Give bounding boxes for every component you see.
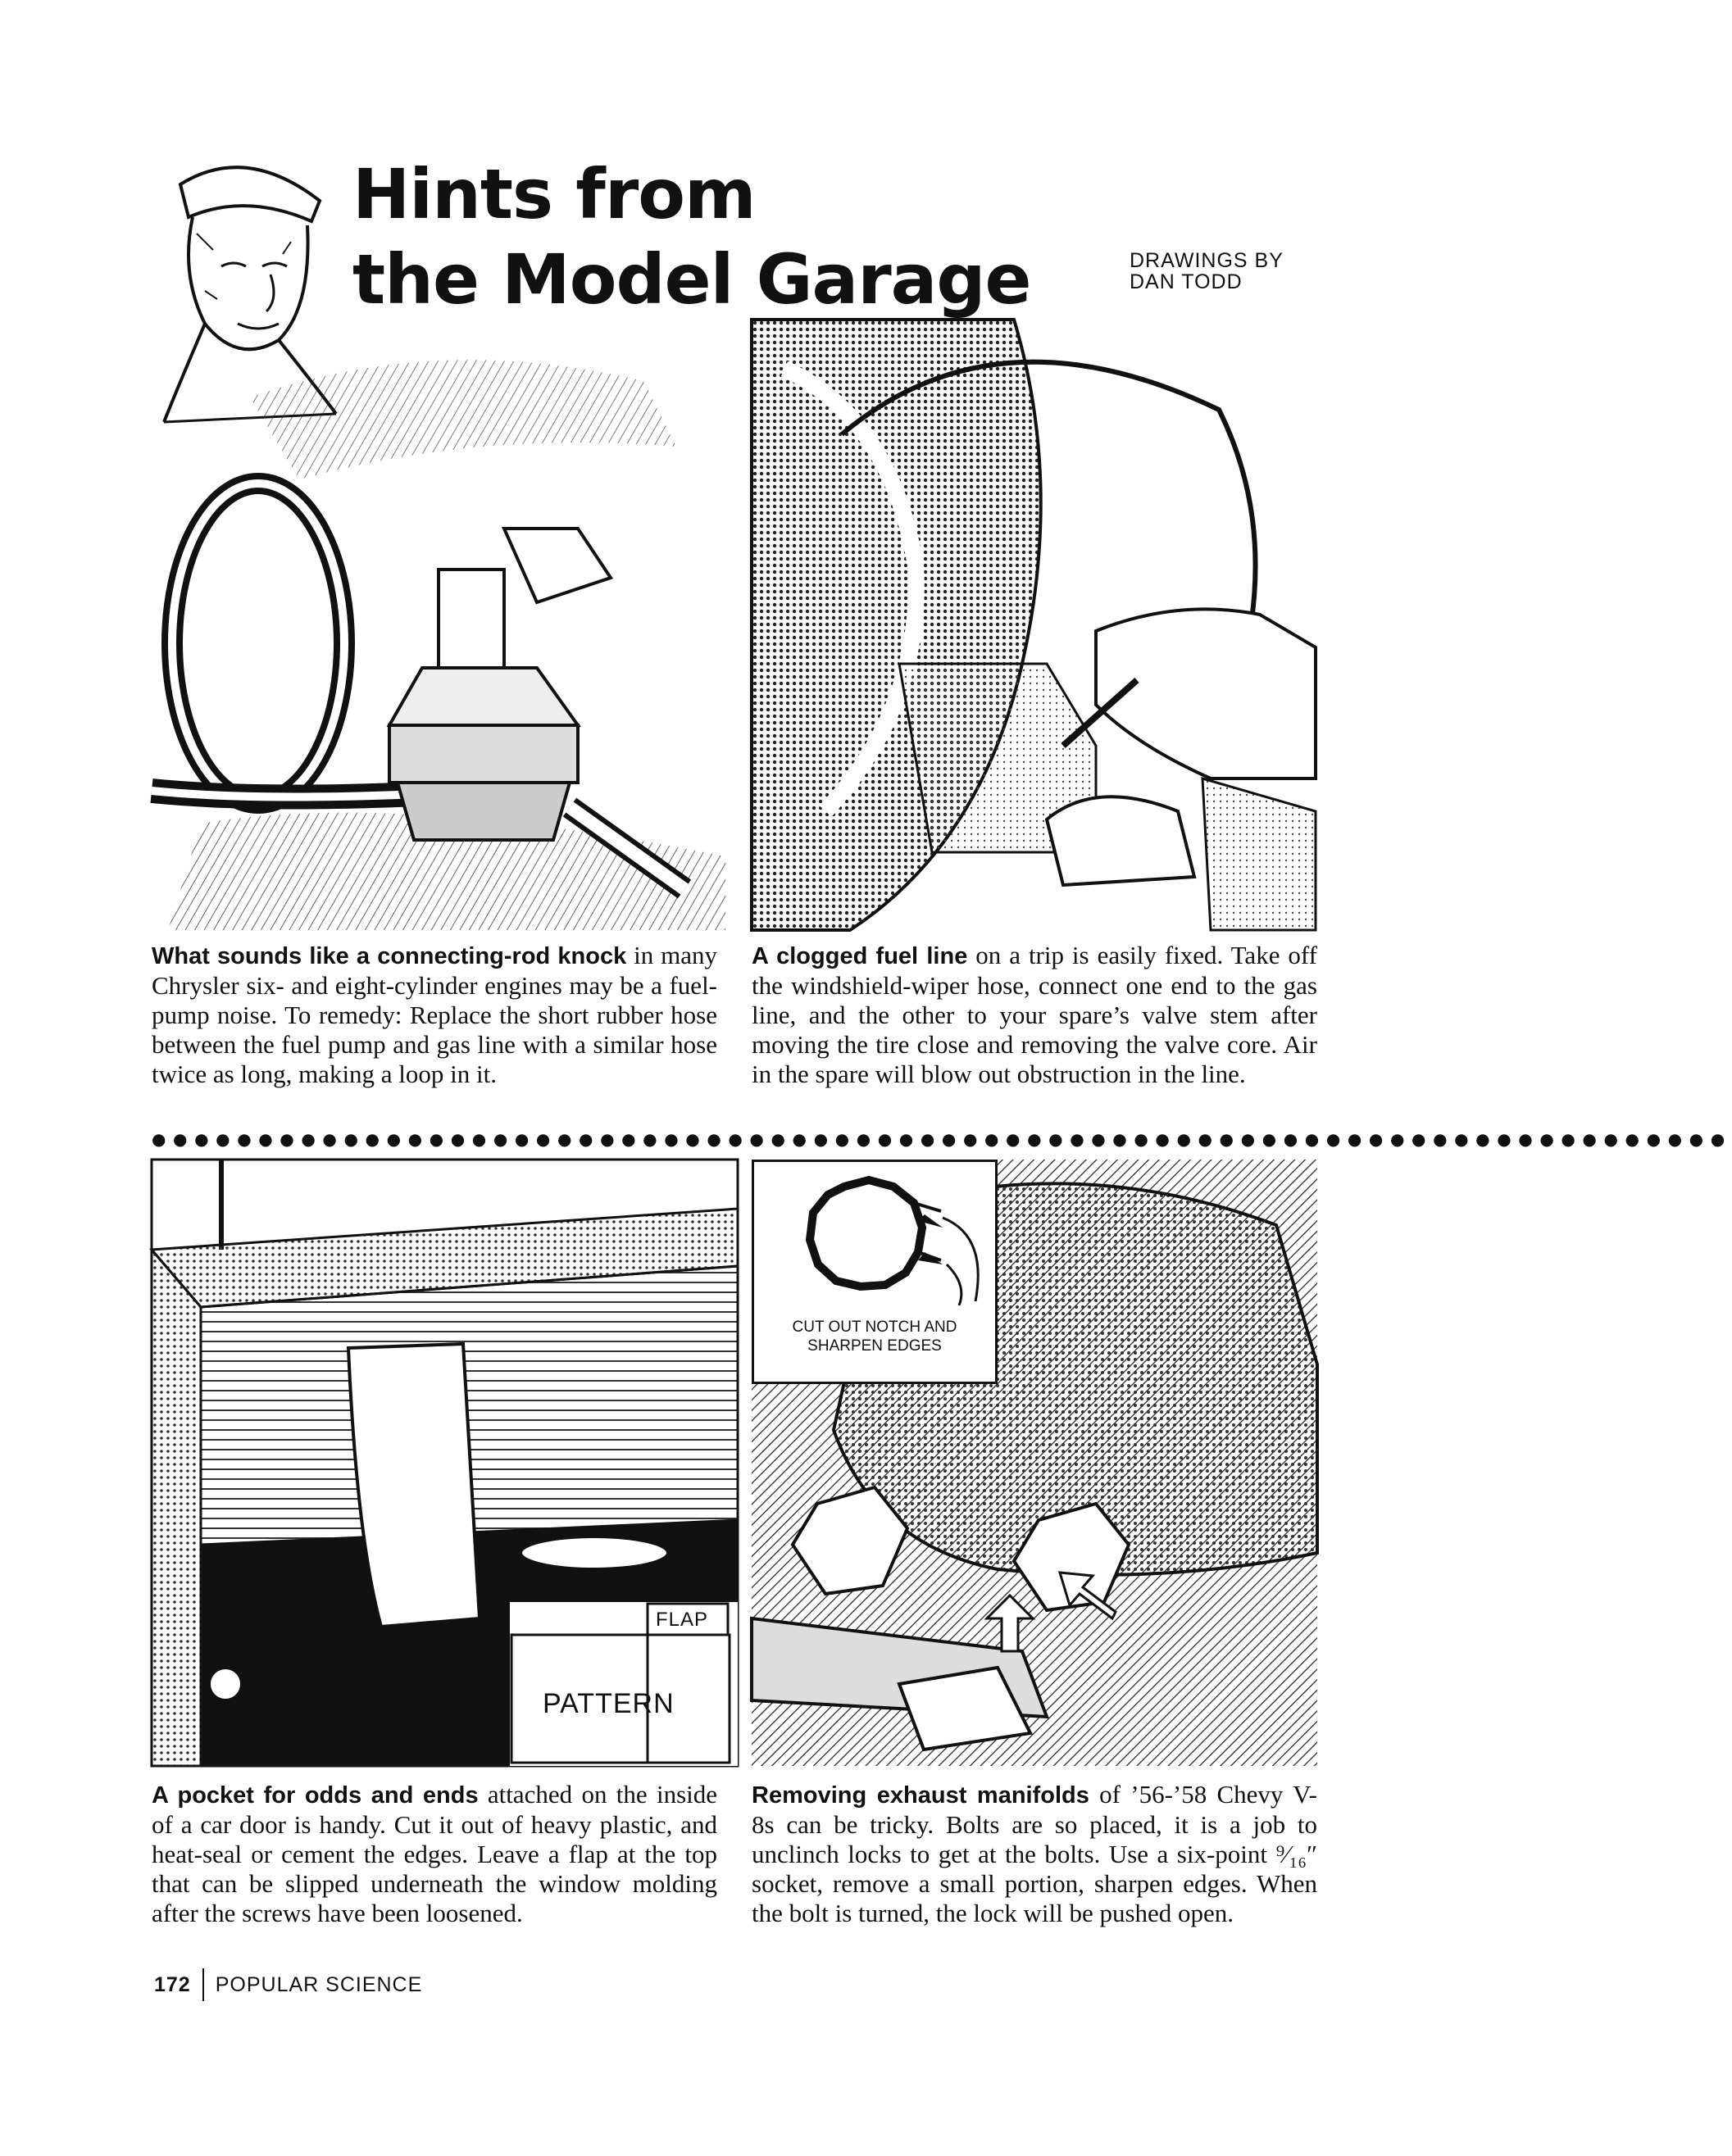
credit-line-2: DAN TODD <box>1130 270 1243 293</box>
dotted-separator: ●●●●●●●●●●●●●●●●●●●●●●●●●●●●●●●●●●●●●●●●●●●●●●●●●●●●●●●●●●●●●●●●●●●●●●●●●● <box>152 1129 1732 1149</box>
publication-name: POPULAR SCIENCE <box>215 1972 423 1996</box>
socket-callout-box <box>752 1160 998 1384</box>
hint-lead: Removing exhaust manifolds <box>752 1782 1089 1809</box>
hint-caption-fuel-line <box>752 941 1317 1089</box>
page-number: 172 <box>154 1972 191 1996</box>
hint-caption-door-pocket <box>152 1780 717 1928</box>
hint-lead: A pocket for odds and ends <box>152 1782 479 1809</box>
pattern-label: PATTERN <box>543 1688 675 1719</box>
spare-tire-illustration <box>752 320 1316 930</box>
hint-caption-exhaust <box>752 1780 1317 1928</box>
hint-body: on a trip is easily fixed. Take off the windshield-wiper hose, connect one end to the gas line, and the other to your spare’s valve stem after moving the tire close and removing the valve core. Air in the spare will blow out obstruction in the line. <box>752 941 1317 1088</box>
hint-lead: What sounds like a connecting-rod knock <box>152 943 627 969</box>
pattern-diagram <box>510 1602 738 1766</box>
illustration-credit <box>1130 250 1284 293</box>
page-title <box>352 152 1090 322</box>
hint-body: attached on the inside of a car door is handy. Cut it out of heavy plastic, and heat-seal or cement the edges. Leave a flap at the top that can be slipped underneath the window molding after the screws have been loosened. <box>152 1780 718 1927</box>
callout-line-1: CUT OUT NOTCH AND <box>792 1319 957 1336</box>
callout-line-2: SHARPEN EDGES <box>807 1337 942 1355</box>
hint-caption-fuel-pump <box>152 941 717 1089</box>
hint-body: in many Chrysler six- and eight-cylinder engines may be a fuel-pump noise. To remedy: Replace the short rubber hose between the fuel pump and gas line with a similar hose twice as long, making a loop in it. <box>152 941 717 1088</box>
hint-lead: A clogged fuel line <box>752 943 968 969</box>
fuel-pump-illustration <box>152 332 746 930</box>
page-footer <box>154 1968 422 2001</box>
exhaust-manifold-illustration <box>752 1160 1317 1766</box>
title-line-2: the Model Garage <box>352 239 1031 320</box>
pattern-flap-label: FLAP <box>656 1609 709 1631</box>
hint-body: of ’56-’58 Chevy V-8s can be tricky. Bolts are so placed, it is a job to unclinch locks to get at the bolts. Use a six-point ⁹⁄₁₆″ socket, remove a small portion, sharpen edges. When the bolt is turned, the lock will be pushed open. <box>752 1780 1317 1927</box>
socket-callout-text <box>754 1318 995 1355</box>
credit-line-1: DRAWINGS BY <box>1130 249 1284 272</box>
door-pocket-illustration <box>152 1160 738 1766</box>
footer-divider <box>202 1968 204 2001</box>
title-line-1: Hints from <box>352 154 756 234</box>
